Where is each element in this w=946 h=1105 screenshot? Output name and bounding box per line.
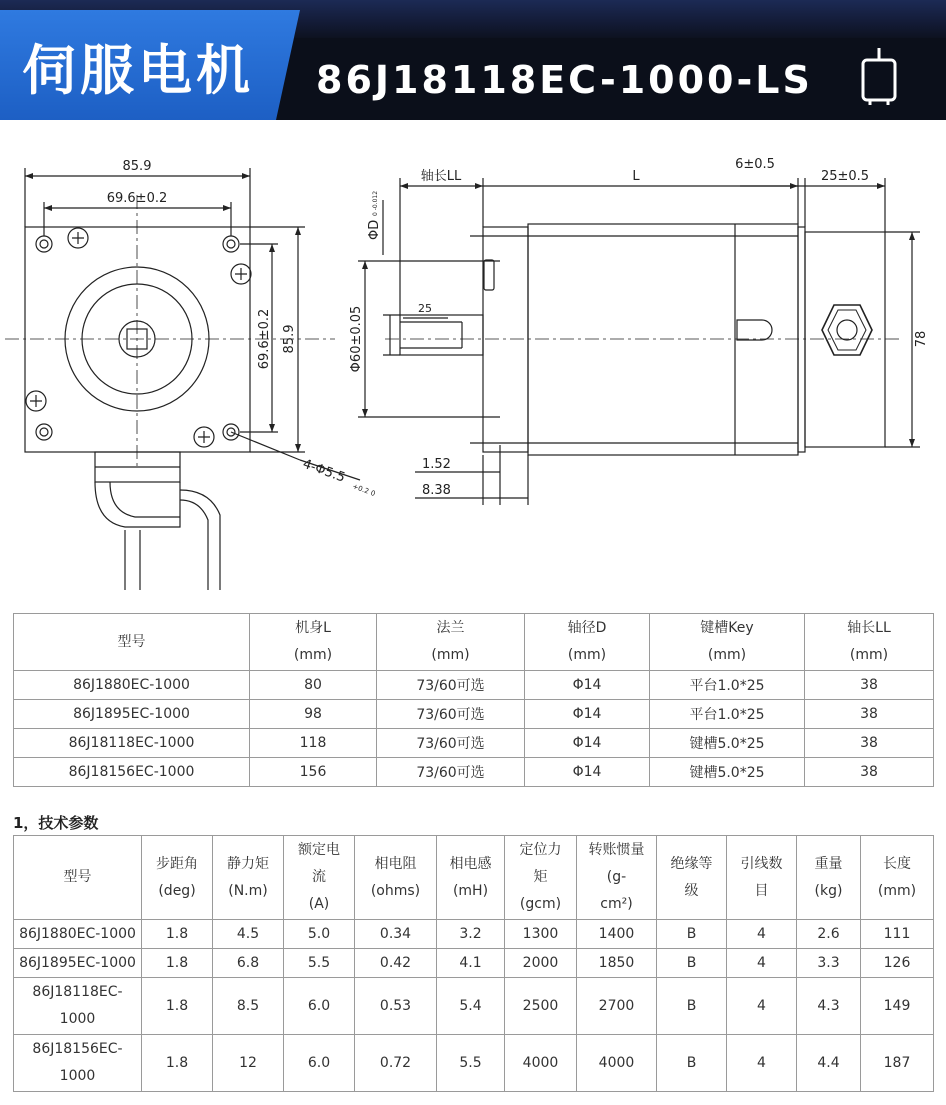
column-header: 相电感 (mH) — [437, 836, 505, 920]
table-cell: 80 — [250, 671, 377, 700]
column-header: 键槽Key (mm) — [650, 614, 805, 671]
table-cell: 8.5 — [213, 978, 284, 1035]
table-cell: 5.5 — [437, 1035, 505, 1092]
column-header: 定位力 矩 (gcm) — [505, 836, 577, 920]
dim-holes: 4-Φ5.5 — [300, 456, 347, 486]
table-cell: 2.6 — [797, 920, 861, 949]
table-cell: 86J1895EC-1000 — [14, 949, 142, 978]
table-cell: Φ14 — [525, 671, 650, 700]
table-cell: 126 — [861, 949, 934, 978]
table-cell: 4.4 — [797, 1035, 861, 1092]
dim-vert-total: 85.9 — [282, 324, 297, 354]
column-header: 轴径D (mm) — [525, 614, 650, 671]
table-cell: B — [657, 978, 727, 1035]
column-header: 转账惯量 (g- cm²) — [577, 836, 657, 920]
dim-encoder: 25±0.5 — [820, 169, 870, 184]
table-cell: 4 — [727, 920, 797, 949]
table-cell: 156 — [250, 758, 377, 787]
table-cell: 86J1880EC-1000 — [14, 920, 142, 949]
table-cell: 0.34 — [355, 920, 437, 949]
table-cell: 2000 — [505, 949, 577, 978]
table-cell: Φ14 — [525, 729, 650, 758]
dim-shaft-len: 轴长LL — [420, 169, 462, 184]
dim-152: 1.52 — [422, 457, 451, 472]
section-title: 1，技术参数 — [13, 814, 99, 832]
column-header: 额定电 流 (A) — [284, 836, 355, 920]
dim-body-len: L — [632, 169, 640, 184]
column-header: 相电阻 (ohms) — [355, 836, 437, 920]
table-cell: 1300 — [505, 920, 577, 949]
page-title: 伺服电机 — [22, 39, 254, 102]
dim-vert-spacing: 69.6±0.2 — [257, 308, 272, 370]
table-cell: 38 — [805, 671, 934, 700]
column-header: 引线数 目 — [727, 836, 797, 920]
table-cell: 73/60可选 — [377, 671, 525, 700]
column-header: 重量 (kg) — [797, 836, 861, 920]
table-cell: 118 — [250, 729, 377, 758]
dim-shaft-d-tol: 0 -0.012 — [372, 190, 379, 216]
dim-pilot: Φ60±0.05 — [349, 305, 364, 373]
dim-width: 85.9 — [122, 159, 152, 174]
table-cell: Φ14 — [525, 700, 650, 729]
table-cell: 86J18156EC- 1000 — [14, 1035, 142, 1092]
table-cell: 2500 — [505, 978, 577, 1035]
table-cell: 1.8 — [142, 949, 213, 978]
table-cell: 2700 — [577, 978, 657, 1035]
table-cell: 4 — [727, 1035, 797, 1092]
table-cell: 86J18118EC-1000 — [14, 729, 250, 758]
table-cell: 86J1895EC-1000 — [14, 700, 250, 729]
table-cell: 3.2 — [437, 920, 505, 949]
dim-height: 78 — [914, 330, 929, 348]
table-cell: B — [657, 920, 727, 949]
column-header: 长度 (mm) — [861, 836, 934, 920]
table-cell: 98 — [250, 700, 377, 729]
table-cell: 86J18156EC-1000 — [14, 758, 250, 787]
table-cell: 4.5 — [213, 920, 284, 949]
dim-shaft-d: ΦD — [367, 219, 382, 240]
column-header: 法兰 (mm) — [377, 614, 525, 671]
table-cell: 111 — [861, 920, 934, 949]
table-cell: 1.8 — [142, 1035, 213, 1092]
table-cell: 12 — [213, 1035, 284, 1092]
table-cell: 4 — [727, 949, 797, 978]
front-flange-outline — [25, 227, 250, 452]
table-cell: 4000 — [505, 1035, 577, 1092]
column-header: 静力矩 (N.m) — [213, 836, 284, 920]
column-header: 步距角 (deg) — [142, 836, 213, 920]
table-cell: 3.3 — [797, 949, 861, 978]
table-cell: 6.8 — [213, 949, 284, 978]
table-header-row — [14, 614, 934, 671]
column-header: 型号 — [14, 614, 250, 671]
table-cell: 5.0 — [284, 920, 355, 949]
table-cell: 4000 — [577, 1035, 657, 1092]
column-header: 绝缘等 级 — [657, 836, 727, 920]
table-row — [14, 700, 934, 729]
table-cell: 平台1.0*25 — [650, 671, 805, 700]
table-header-row — [14, 836, 934, 920]
table-row — [14, 1035, 934, 1092]
table-cell: 73/60可选 — [377, 700, 525, 729]
table-cell: 6.0 — [284, 978, 355, 1035]
specs-table — [13, 835, 934, 1092]
table-row — [14, 729, 934, 758]
table-cell: 1850 — [577, 949, 657, 978]
model-number: 86J18118EC-1000-LS — [316, 58, 813, 102]
motor-icon — [858, 46, 900, 106]
table-row — [14, 978, 934, 1035]
dim-838: 8.38 — [422, 483, 451, 498]
table-cell: Φ14 — [525, 758, 650, 787]
table-cell: 1.8 — [142, 978, 213, 1035]
table-cell: 1.8 — [142, 920, 213, 949]
table-cell: 38 — [805, 729, 934, 758]
table-cell: 149 — [861, 978, 934, 1035]
table-cell: B — [657, 1035, 727, 1092]
table-cell: 0.53 — [355, 978, 437, 1035]
table-cell: 键槽5.0*25 — [650, 729, 805, 758]
table-row — [14, 758, 934, 787]
column-header: 机身L (mm) — [250, 614, 377, 671]
table-cell: 5.4 — [437, 978, 505, 1035]
table-cell: 73/60可选 — [377, 729, 525, 758]
table-cell: 187 — [861, 1035, 934, 1092]
dim-key: 25 — [418, 302, 432, 315]
table-row — [14, 920, 934, 949]
dim-hole-spacing: 69.6±0.2 — [106, 191, 168, 206]
dim-holes-tol: +0.2 0 — [351, 482, 377, 498]
table-cell: 1400 — [577, 920, 657, 949]
header-banner — [0, 0, 946, 120]
table-cell: 4.3 — [797, 978, 861, 1035]
table-cell: 38 — [805, 758, 934, 787]
table-cell: 0.72 — [355, 1035, 437, 1092]
table-cell: 38 — [805, 700, 934, 729]
table-cell: 6.0 — [284, 1035, 355, 1092]
table-cell: 4.1 — [437, 949, 505, 978]
dim-brake: 6±0.5 — [735, 157, 775, 172]
dimensions-table — [13, 613, 934, 787]
table-cell: 86J18118EC- 1000 — [14, 978, 142, 1035]
table-cell: 4 — [727, 978, 797, 1035]
dimension-drawing — [0, 140, 946, 600]
table-cell: 0.42 — [355, 949, 437, 978]
table-cell: 73/60可选 — [377, 758, 525, 787]
table-cell: 平台1.0*25 — [650, 700, 805, 729]
table-row — [14, 949, 934, 978]
table-cell: 5.5 — [284, 949, 355, 978]
table-row — [14, 671, 934, 700]
column-header: 型号 — [14, 836, 142, 920]
table-cell: 86J1880EC-1000 — [14, 671, 250, 700]
table-cell: B — [657, 949, 727, 978]
column-header: 轴长LL (mm) — [805, 614, 934, 671]
table-cell: 键槽5.0*25 — [650, 758, 805, 787]
